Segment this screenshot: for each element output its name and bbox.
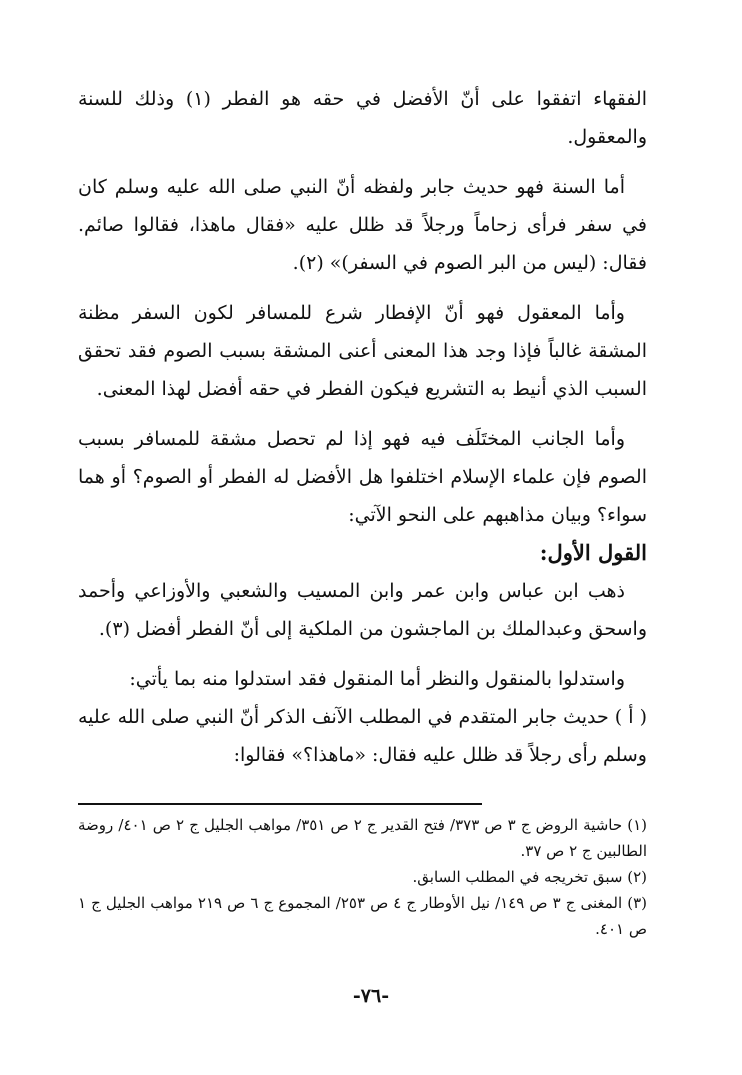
section-heading: القول الأول: bbox=[539, 540, 647, 565]
footnote-3: (٣) المغنى ج ٣ ص ١٤٩/ نيل الأوطار ج ٤ ص ٢٥٣/ المجموع ج ٦ ص ٢١٩ مواهب الجليل ج ١ ص ٤٠١. bbox=[78, 894, 648, 938]
page-number: -٧٦- bbox=[352, 985, 390, 1007]
paragraph-1: الفقهاء اتفقوا على أنّ الأفضل في حقه هو الفطر (١) وذلك للسنة والمعقول. bbox=[78, 88, 647, 148]
paragraph-6: واستدلوا بالمنقول والنظر أما المنقول فقد استدلوا منه بما يأتي: bbox=[129, 668, 625, 690]
paragraph-5: ذهب ابن عباس وابن عمر وابن المسيب والشعبي والأوزاعي وأحمد واسحق وعبدالملك بن الماجشون من الملكية إلى أنّ الفطر أفضل (٣). bbox=[78, 580, 647, 640]
footnote-1: (١) حاشية الروض ج ٣ ص ٣٧٣/ فتح القدير ج ٢ ص ٣٥١/ مواهب الجليل ج ٢ ص ٤٠١/ روضة الطالبين ج ٢ ص ٣٧. bbox=[78, 816, 648, 860]
paragraph-3: وأما المعقول فهو أنّ الإفطار شرع للمسافر لكون السفر مظنة المشقة غالباً فإذا وجد هذا المعنى أعنى المشقة بسبب الصوم فقد تحقق السبب الذي أنيط به التشريع فيكون الفطر في حقه أفضل لهذا المعنى. bbox=[78, 302, 647, 400]
footnotes bbox=[78, 812, 647, 942]
main-text bbox=[78, 80, 647, 774]
paragraph-4: وأما الجانب المختَلَف فيه فهو إذا لم تحصل مشقة للمسافر بسبب الصوم فإن علماء الإسلام اختلفوا هل الأفضل له الفطر أو الصوم؟ أو هما سواء؟ وبيان مذاهبهم على النحو الآتي: bbox=[78, 428, 647, 526]
paragraph-7: ( أ ) حديث جابر المتقدم في المطلب الآنف الذكر أنّ النبي صلى الله عليه وسلم رأى رجلاً قد ظلل عليه فقال: «ماهذا؟» فقالوا: bbox=[78, 706, 647, 766]
footnote-2: (٢) سبق تخريجه في المطلب السابق. bbox=[412, 868, 647, 886]
paragraph-2: أما السنة فهو حديث جابر ولفظه أنّ النبي صلى الله عليه وسلم كان في سفر فرأى زحاماً ورجلاً قد ظلل عليه «فقال ماهذا، فقالوا صائم. فقال: (ليس من البر الصوم في السفر)» (٢). bbox=[78, 176, 647, 274]
footnote-divider bbox=[78, 803, 482, 805]
